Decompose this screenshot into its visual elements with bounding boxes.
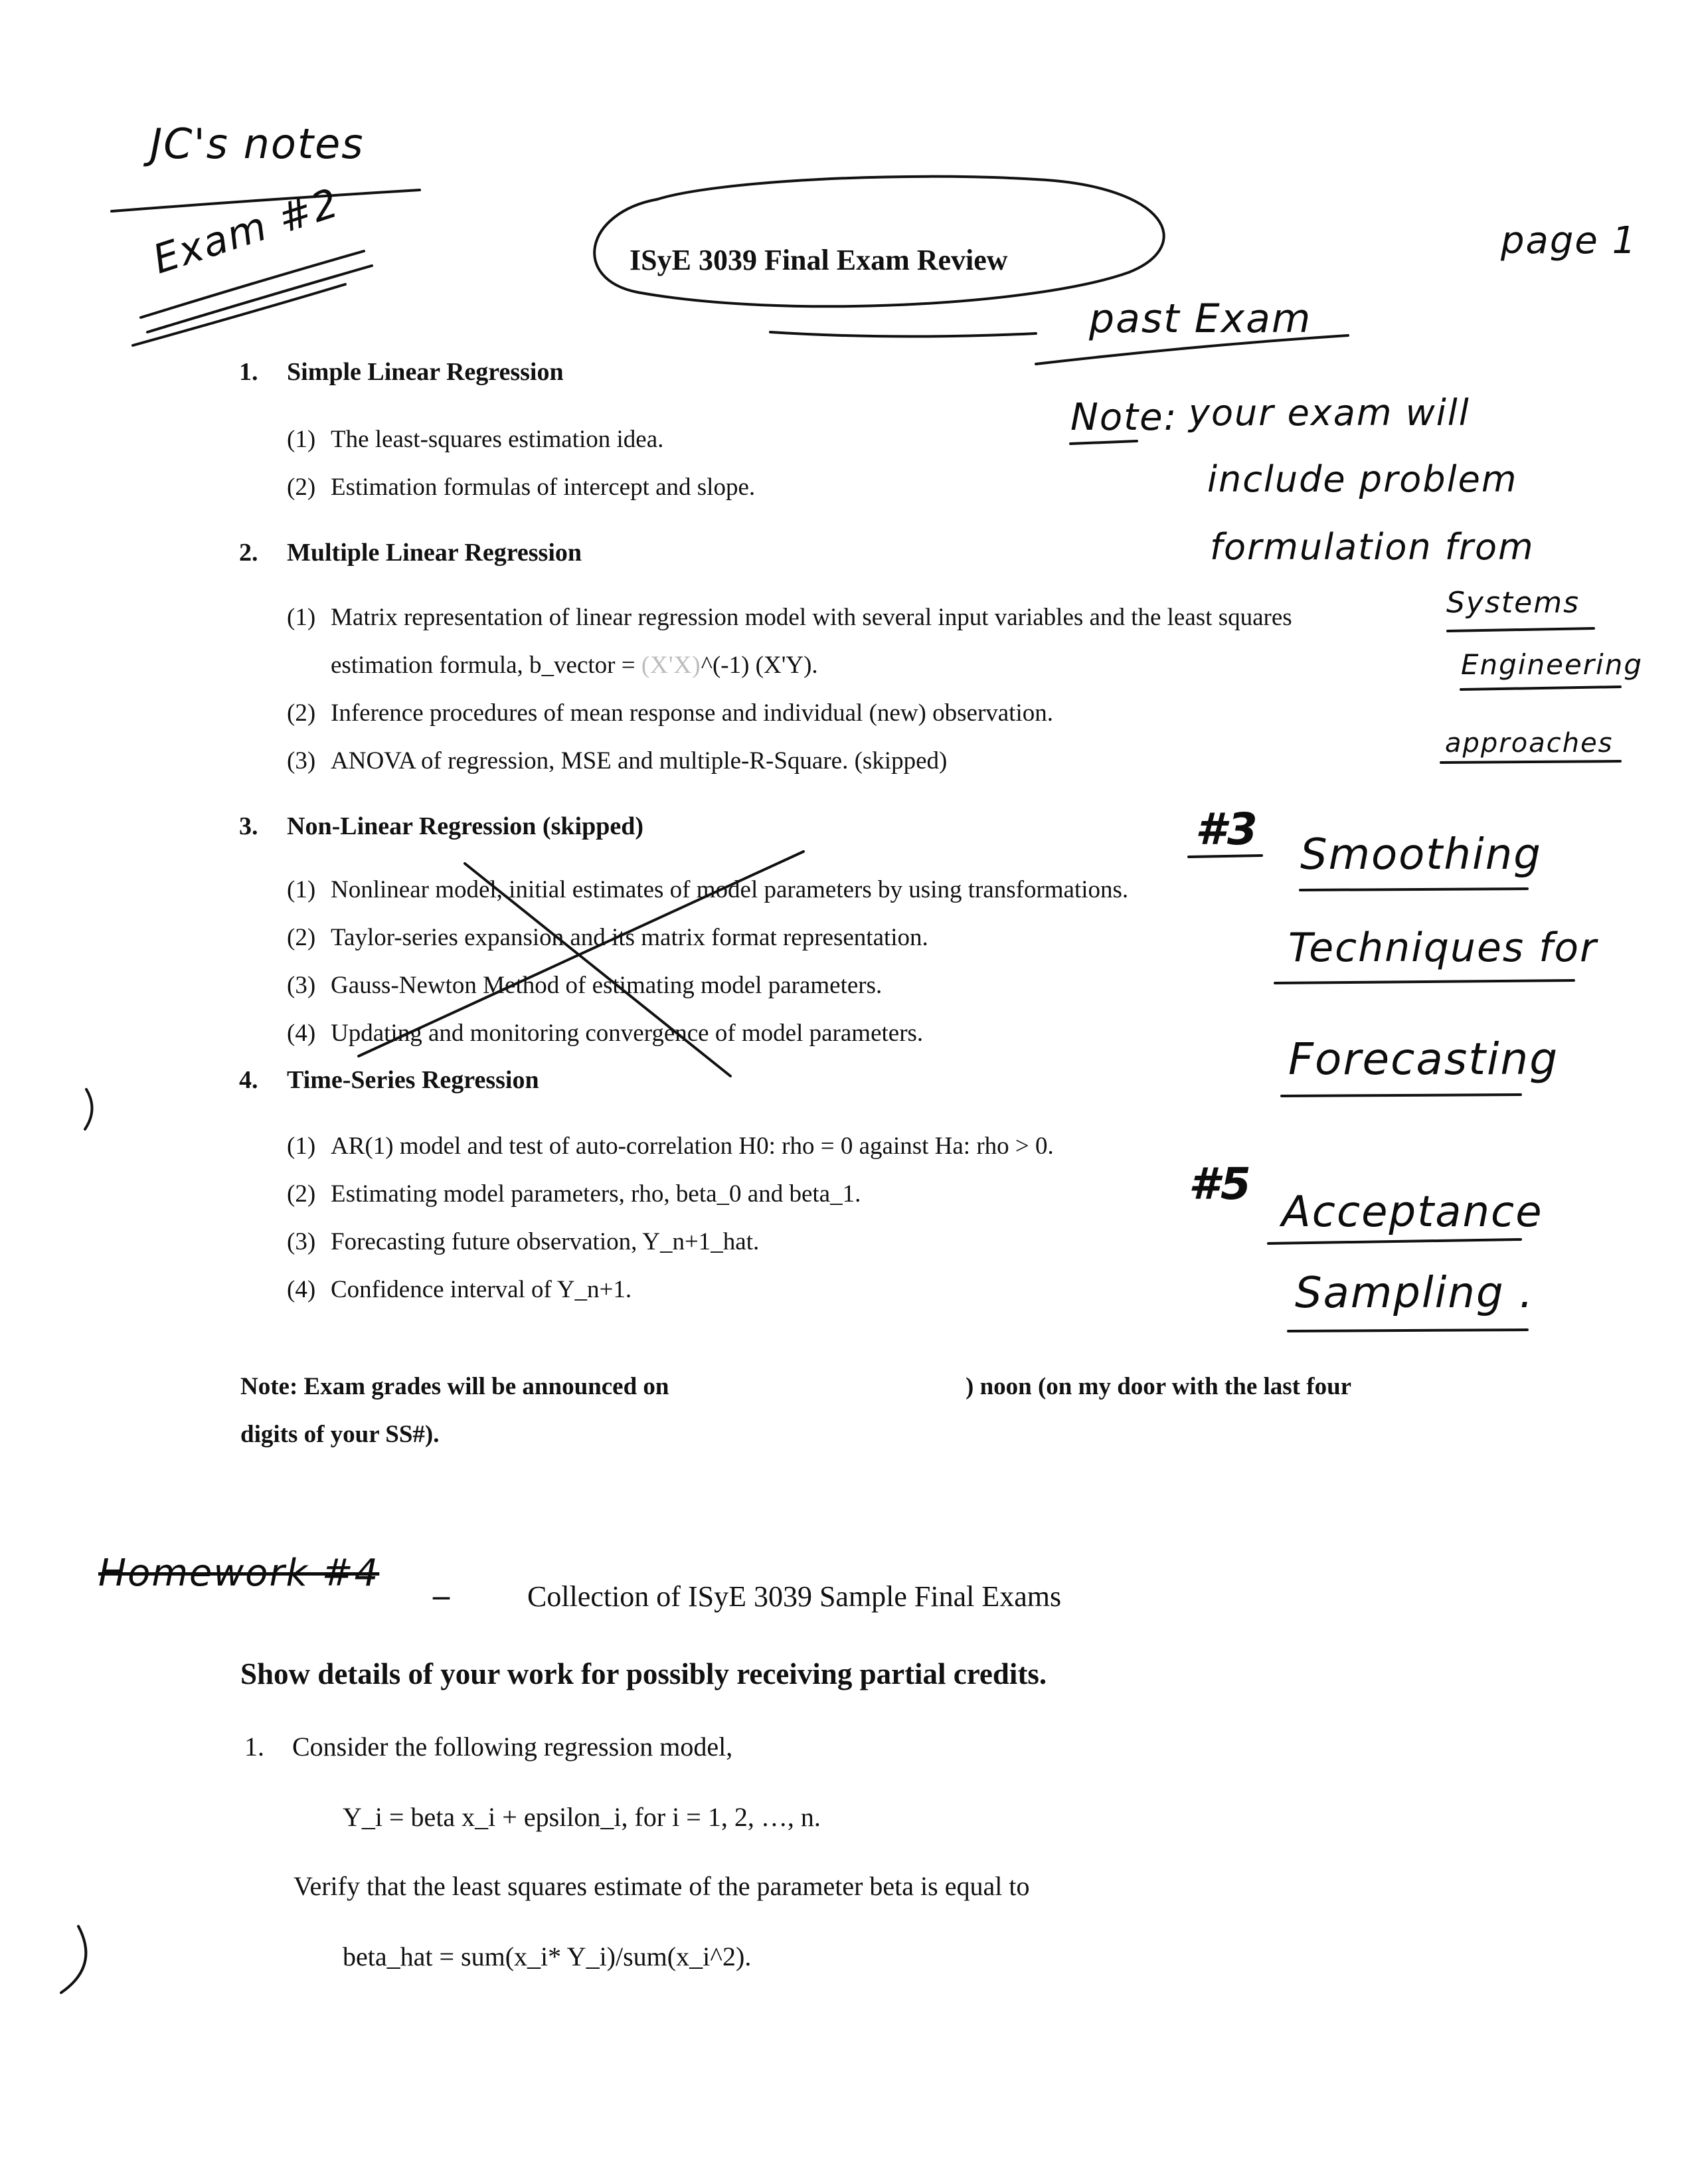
handwritten-note-line: Systems xyxy=(1446,586,1580,620)
list-item: (1) AR(1) model and test of auto-correlation H0: rho = 0 against Ha: rho > 0. xyxy=(287,1133,1054,1160)
problem-model: Y_i = beta x_i + epsilon_i, for i = 1, 2, …, n. xyxy=(343,1802,821,1832)
list-item: (2) Estimating model parameters, rho, beta_0 and beta_1. xyxy=(287,1180,861,1208)
section-heading: 2. Multiple Linear Regression xyxy=(239,539,582,567)
list-item-continuation: estimation formula, b_vector = (X'X)^(-1) (X'Y). xyxy=(331,652,818,679)
list-item: (1) The least-squares estimation idea. xyxy=(287,426,664,453)
handwritten-note-line: include problem xyxy=(1207,458,1518,500)
handwritten-note-line: Engineering xyxy=(1461,648,1643,681)
problem-intro: 1. Consider the following regression model, xyxy=(244,1732,733,1762)
list-item: (3) Gauss-Newton Method of estimating model parameters. xyxy=(287,972,883,999)
handwritten-note-line: your exam will xyxy=(1189,392,1470,434)
handwritten-topic-number: #3 xyxy=(1195,804,1259,855)
list-item: (1) Nonlinear model, initial estimates of model parameters by using transformations. xyxy=(287,876,1129,903)
handwritten-homework-label: Homework #4 xyxy=(98,1552,380,1595)
list-item: (3) Forecasting future observation, Y_n+1_hat. xyxy=(287,1228,760,1255)
problem-verify: Verify that the least squares estimate of the parameter beta is equal to xyxy=(294,1871,1030,1901)
grades-note: Note: Exam grades will be announced on xyxy=(240,1373,669,1400)
handwritten-topic-line: Techniques for xyxy=(1288,925,1598,971)
section-dash: – xyxy=(433,1576,450,1613)
list-item: (2) Taylor-series expansion and its matrix format representation. xyxy=(287,924,928,951)
list-item: (3) ANOVA of regression, MSE and multiple-R-Square. (skipped) xyxy=(287,747,948,774)
section-heading: 4. Time-Series Regression xyxy=(239,1066,539,1094)
section-heading: 3. Non-Linear Regression (skipped) xyxy=(239,812,643,840)
list-item: (4) Updating and monitoring convergence of model parameters. xyxy=(287,1020,924,1047)
handwritten-page-number: page 1 xyxy=(1501,219,1638,262)
grades-note: digits of your SS#). xyxy=(240,1421,440,1448)
handwritten-note-label: Note: xyxy=(1070,396,1178,439)
list-item: (2) Inference procedures of mean response and individual (new) observation. xyxy=(287,699,1053,727)
handwritten-topic-number: #5 xyxy=(1189,1158,1252,1210)
section-heading: 1. Simple Linear Regression xyxy=(239,358,564,386)
list-item: (4) Confidence interval of Y_n+1. xyxy=(287,1276,632,1303)
instructions: Show details of your work for possibly receiving partial credits. xyxy=(240,1657,1047,1690)
handwritten-topic-line: Forecasting xyxy=(1288,1034,1559,1085)
list-item: (1) Matrix representation of linear regression model with several input variables and the least squares xyxy=(287,604,1292,631)
page-title: ISyE 3039 Final Exam Review xyxy=(630,244,1008,276)
redacted-text: (X'X) xyxy=(641,652,701,679)
collection-title: Collection of ISyE 3039 Sample Final Exams xyxy=(527,1580,1062,1613)
handwritten-jc-notes: JC's notes xyxy=(150,120,365,168)
problem-formula: beta_hat = sum(x_i* Y_i)/sum(x_i^2). xyxy=(343,1942,752,1971)
handwritten-exam-number: Exam #2 xyxy=(147,179,345,284)
handwritten-topic-line: Smoothing xyxy=(1300,830,1542,879)
handwritten-topic-line: Sampling . xyxy=(1295,1269,1535,1318)
handwritten-past-exam: past Exam xyxy=(1089,296,1312,342)
list-item: (2) Estimation formulas of intercept and slope. xyxy=(287,474,756,501)
grades-note: ) noon (on my door with the last four xyxy=(966,1373,1352,1400)
handwritten-note-line: approaches xyxy=(1445,728,1614,759)
handwritten-note-line: formulation from xyxy=(1210,526,1535,568)
handwritten-topic-line: Acceptance xyxy=(1282,1188,1543,1237)
